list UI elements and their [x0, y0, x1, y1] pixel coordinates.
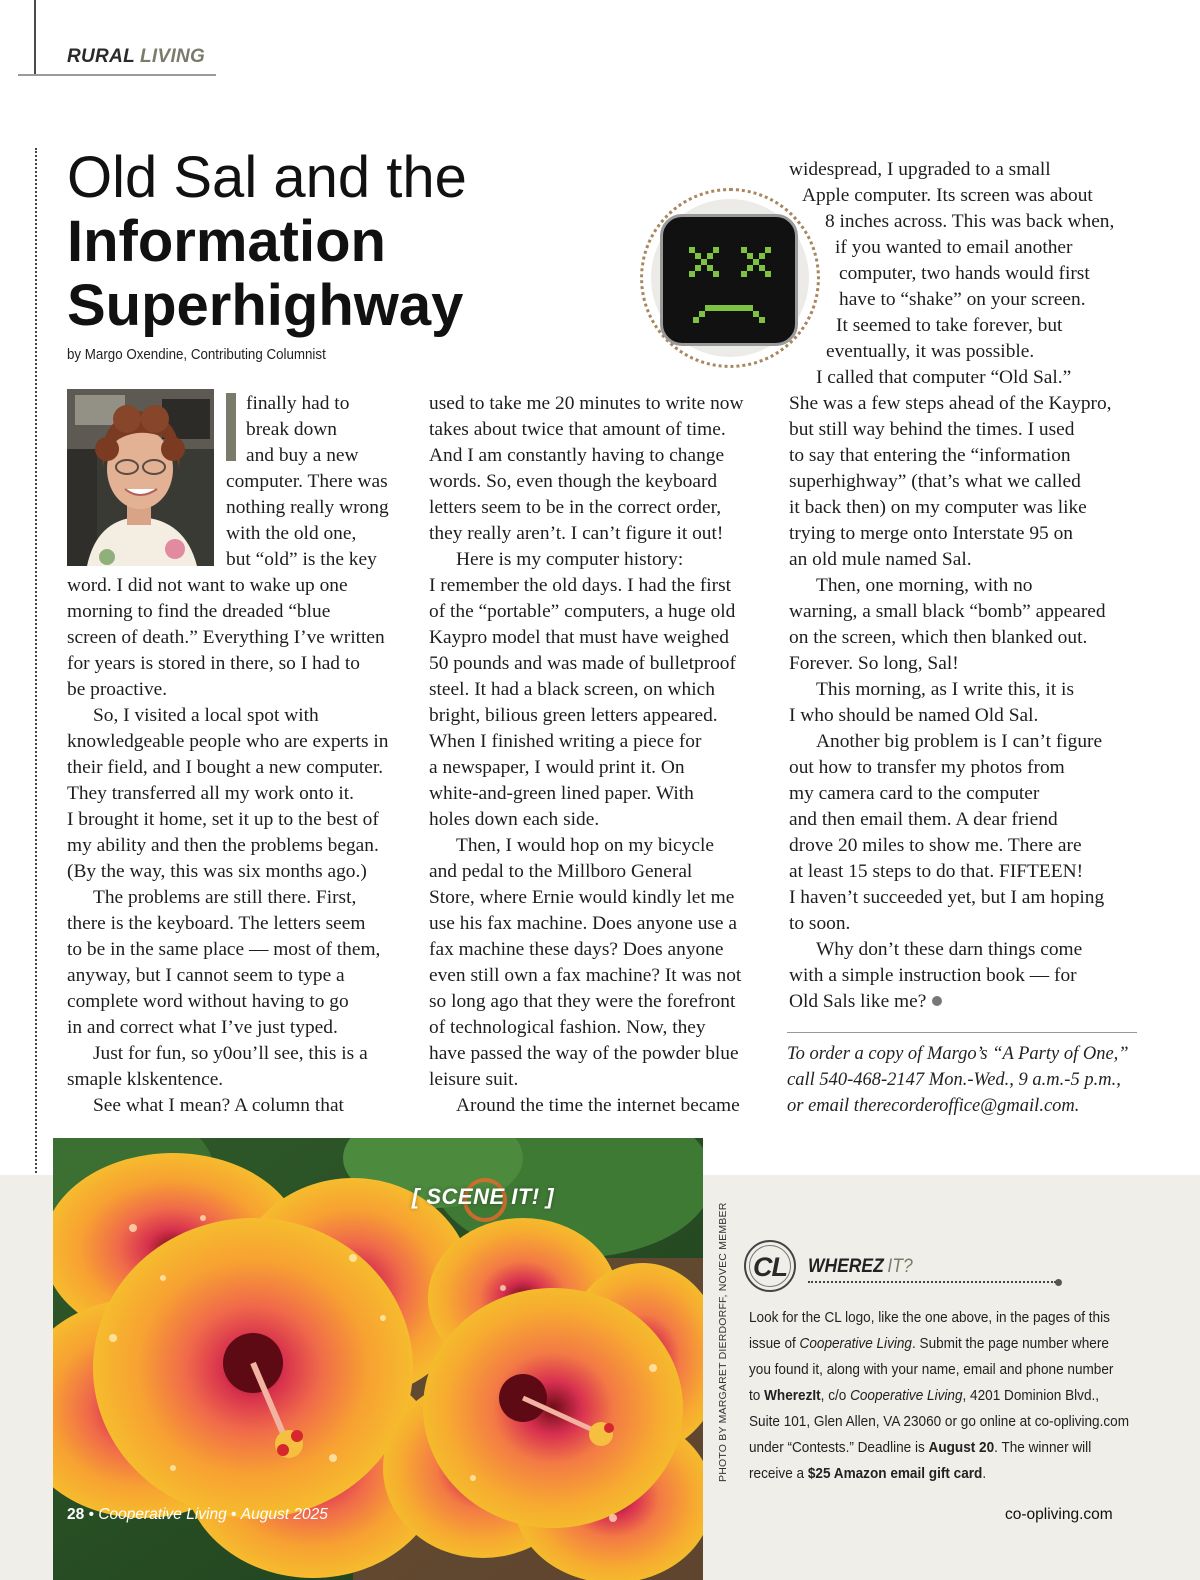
wherez-line: receive a $25 Amazon email gift card. — [749, 1466, 987, 1482]
col1-line: my ability and then the problems began. — [67, 835, 379, 856]
col3-line: eventually, it was possible. — [826, 341, 1035, 362]
col3-line: drove 20 miles to show me. There are — [789, 835, 1082, 856]
col3-line: to soon. — [789, 913, 851, 934]
article-title: Old Sal and the Information Superhighway — [67, 145, 467, 338]
col3-line: it back then) on my computer was like — [789, 497, 1087, 518]
col1-line: I brought it home, set it up to the best of — [67, 809, 379, 830]
col2-line: words. So, even though the keyboard — [429, 471, 718, 492]
col1-line: morning to find the dreaded “blue — [67, 601, 331, 622]
col1-line: screen of death.” Everything I’ve written — [67, 627, 385, 648]
col3-line: widespread, I upgraded to a small — [789, 159, 1051, 180]
col2-line: takes about twice that amount of time. — [429, 419, 726, 440]
col1-line: finally had to — [246, 393, 350, 414]
col3-line: trying to merge onto Interstate 95 on — [789, 523, 1073, 544]
photo-credit: PHOTO BY MARGARET DIERDORFF, NOVEC MEMBER — [717, 1202, 729, 1482]
col3-line: Another big problem is I can’t figure — [816, 731, 1103, 752]
section-rule — [34, 0, 36, 76]
col3-line: Apple computer. Its screen was about — [802, 185, 1093, 206]
col1-line: Just for fun, so y0ou’ll see, this is a — [93, 1043, 368, 1064]
col2-line: a newspaper, I would print it. On — [429, 757, 685, 778]
wherez-line: you found it, along with your name, email and phone number — [749, 1362, 1114, 1378]
col3-line: with a simple instruction book — for — [789, 965, 1077, 986]
col2-line: even still own a fax machine? It was not — [429, 965, 742, 986]
col2-line: fax machine these days? Does anyone — [429, 939, 724, 960]
note-divider — [787, 1032, 1137, 1033]
section-underline — [18, 74, 216, 76]
end-note-line: or email therecorderoffice@gmail.com. — [787, 1096, 1080, 1116]
col3-line-last: Old Sals like me? — [789, 989, 942, 1015]
col3-line: She was a few steps ahead of the Kaypro, — [789, 393, 1112, 414]
col1-line: knowledgeable people who are experts in — [67, 731, 389, 752]
wherez-line: issue of Cooperative Living. Submit the page number where — [749, 1336, 1109, 1352]
col3-line: I called that computer “Old Sal.” — [816, 367, 1072, 388]
cl-logo: CL — [744, 1240, 796, 1292]
col2-line: Then, I would hop on my bicycle — [456, 835, 714, 856]
col1-line: there is the keyboard. The letters seem — [67, 913, 366, 934]
col3-line: I who should be named Old Sal. — [789, 705, 1039, 726]
col1-line: computer. There was — [226, 471, 388, 492]
col1-line: nothing really wrong — [226, 497, 389, 518]
col3-line: superhighway” (that’s what we called — [789, 471, 1081, 492]
col1-line: and buy a new — [246, 445, 359, 466]
col1-line: smaple klskentence. — [67, 1069, 224, 1090]
col2-line: Store, where Ernie would kindly let me — [429, 887, 735, 908]
col2-line: used to take me 20 minutes to write now — [429, 393, 744, 414]
col2-line: holes down each side. — [429, 809, 600, 830]
col2-line: Here is my computer history: — [456, 549, 684, 570]
col2-line: of technological fashion. Now, they — [429, 1017, 706, 1038]
col2-line: use his fax machine. Does anyone use a — [429, 913, 737, 934]
footer-folio: 28 • Cooperative Living • August 2025 — [67, 1506, 328, 1523]
col1-line: with the old one, — [226, 523, 357, 544]
col2-line: steel. It had a black screen, on which — [429, 679, 715, 700]
col1-line: The problems are still there. First, — [93, 887, 357, 908]
col2-line: 50 pounds and was made of bulletproof — [429, 653, 736, 674]
col2-line: When I finished writing a piece for — [429, 731, 702, 752]
end-note-line: call 540-468-2147 Mon.-Wed., 9 a.m.-5 p.m., — [787, 1070, 1121, 1090]
footer-url: co-opliving.com — [1005, 1506, 1113, 1523]
col3-line: an old mule named Sal. — [789, 549, 972, 570]
col3-line: to say that entering the “information — [789, 445, 1071, 466]
col1-line: their field, and I bought a new computer. — [67, 757, 384, 778]
col3-line: Why don’t these darn things come — [816, 939, 1083, 960]
col1-line: to be in the same place — most of them, — [67, 939, 381, 960]
col1-line: word. I did not want to wake up one — [67, 575, 348, 596]
col1-line: (By the way, this was six months ago.) — [67, 861, 367, 882]
col1-line: anyway, but I cannot seem to type a — [67, 965, 345, 986]
col1-line: break down — [246, 419, 337, 440]
col3-line: on the screen, which then blanked out. — [789, 627, 1088, 648]
author-photo — [67, 389, 214, 566]
wherez-line: under “Contests.” Deadline is August 20. The winner will — [749, 1440, 1092, 1456]
col2-line: so long ago that they were the forefront — [429, 991, 736, 1012]
col2-line: I remember the old days. I had the first — [429, 575, 732, 596]
col2-line: letters seem to be in the correct order, — [429, 497, 722, 518]
end-mark-icon — [932, 996, 942, 1006]
col1-line: for years is stored in there, so I had to — [67, 653, 360, 674]
col3-line: I haven’t succeeded yet, but I am hoping — [789, 887, 1105, 908]
byline: by Margo Oxendine, Contributing Columnist — [67, 347, 326, 363]
col1-line: but “old” is the key — [226, 549, 377, 570]
col2-line: Around the time the internet became — [456, 1095, 740, 1116]
scene-it-label: [ SCENE IT! ] — [411, 1184, 555, 1209]
col2-line: white-and-green lined paper. With — [429, 783, 694, 804]
section-label: RURAL LIVING — [67, 46, 206, 67]
col2-line: of the “portable” computers, a huge old — [429, 601, 736, 622]
col3-line: but still way behind the times. I used — [789, 419, 1075, 440]
col3-line: if you wanted to email another — [835, 237, 1073, 258]
wherez-line: to WherezIt, c/o Cooperative Living, 4201 Dominion Blvd., — [749, 1388, 1100, 1404]
col3-line: 8 inches across. This was back when, — [825, 211, 1115, 232]
col2-line: they really aren’t. I can’t figure it out! — [429, 523, 724, 544]
col3-line: my camera card to the computer — [789, 783, 1040, 804]
sad-computer-icon — [660, 214, 798, 346]
col2-line: have passed the way of the powder blue — [429, 1043, 739, 1064]
col3-line: Then, one morning, with no — [816, 575, 1033, 596]
col2-line: Kaypro model that must have weighed — [429, 627, 729, 648]
col1-line: complete word without having to go — [67, 991, 349, 1012]
col3-line: computer, two hands would first — [839, 263, 1090, 284]
col1-line: See what I mean? A column that — [93, 1095, 344, 1116]
col1-line: in and correct what I’ve just typed. — [67, 1017, 338, 1038]
wherez-rule-dot — [1055, 1279, 1062, 1286]
col1-line: They transferred all my work onto it. — [67, 783, 355, 804]
col1-line: be proactive. — [67, 679, 168, 700]
wherez-line: Look for the CL logo, like the one above, in the pages of this — [749, 1310, 1110, 1326]
col2-line: and pedal to the Millboro General — [429, 861, 693, 882]
col3-line: at least 15 steps to do that. FIFTEEN! — [789, 861, 1084, 882]
end-note-line: To order a copy of Margo’s “A Party of One,” — [787, 1044, 1129, 1064]
col2-line: bright, bilious green letters appeared. — [429, 705, 718, 726]
col3-line: Forever. So long, Sal! — [789, 653, 959, 674]
col2-line: leisure suit. — [429, 1069, 519, 1090]
col1-line: So, I visited a local spot with — [93, 705, 319, 726]
col3-line: out how to transfer my photos from — [789, 757, 1065, 778]
col3-line: warning, a small black “bomb” appeared — [789, 601, 1106, 622]
wherez-line: Suite 101, Glen Allen, VA 23060 or go online at co-opliving.com — [749, 1414, 1130, 1430]
col3-line: have to “shake” on your screen. — [839, 289, 1086, 310]
col3-line: This morning, as I write this, it is — [816, 679, 1074, 700]
col3-line: and then email them. A dear friend — [789, 809, 1058, 830]
col3-line: It seemed to take forever, but — [836, 315, 1063, 336]
wherez-title: WHEREZ IT? — [808, 1256, 913, 1277]
wherez-dotted-rule — [808, 1281, 1056, 1283]
col2-line: And I am constantly having to change — [429, 445, 725, 466]
